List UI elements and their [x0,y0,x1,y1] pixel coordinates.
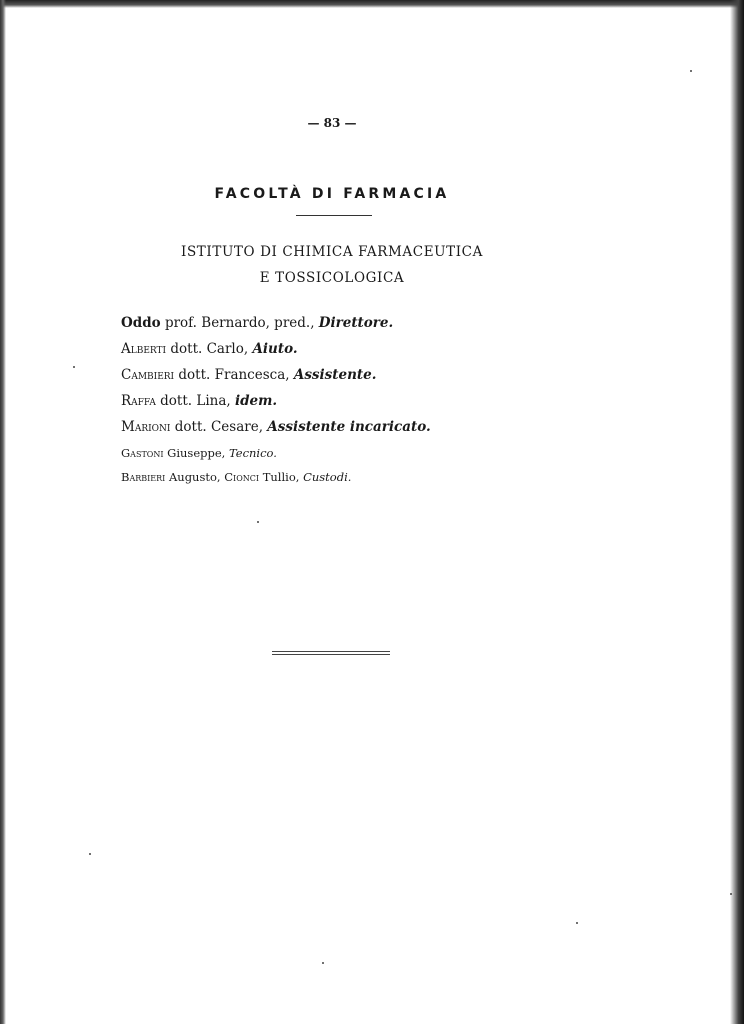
staff-role: Tecnico. [228,446,277,460]
closing-double-rule [272,651,390,655]
page-number: — 83 — [307,116,357,130]
staff-entry [121,365,431,391]
staff-details: Giuseppe, [163,446,229,460]
staff-details: prof. Bernardo, pred., [160,315,319,331]
staff-surname: Oddo [121,315,161,331]
staff-surname: Raffa [121,393,156,409]
scan-speck [690,70,692,72]
scan-speck [257,521,259,523]
faculty-heading: FACOLTÀ DI FARMACIA [214,186,450,202]
staff-surname: Alberti [121,341,167,357]
staff-details-second: Tullio, [259,470,304,484]
staff-entry [121,339,431,365]
scan-speck [73,366,75,368]
staff-entry [121,417,431,443]
scan-speck [89,853,91,855]
staff-surname: Barbieri [121,470,166,484]
staff-entry [121,443,431,467]
scan-speck [322,962,324,964]
staff-details: dott. Cesare, [170,419,268,435]
staff-entry [121,467,431,491]
institute-title-line2: E TOSSICOLOGICA [259,270,405,286]
staff-role: Assistente. [293,367,377,383]
staff-entry [121,313,431,339]
staff-entry [121,391,431,417]
scan-speck [576,922,578,924]
heading-divider [296,215,372,216]
scan-edge-left [0,0,6,1024]
staff-surname: Marioni [121,419,171,435]
staff-details: dott. Lina, [155,393,235,409]
staff-surname: Gastoni [121,446,164,460]
staff-details: Augusto, [165,470,225,484]
staff-details: dott. Carlo, [166,341,253,357]
scan-edge-top [0,0,744,8]
scan-speck [730,893,732,895]
staff-role: Aiuto. [252,341,298,357]
staff-surname-second: Cionci [224,470,260,484]
scan-edge-right [730,0,744,1024]
staff-role: Assistente incaricato. [267,419,431,435]
staff-details: dott. Francesca, [174,367,294,383]
staff-surname: Cambieri [121,367,175,383]
staff-role: Custodi. [303,470,352,484]
staff-role: Direttore. [318,315,394,331]
institute-title-line1: ISTITUTO DI CHIMICA FARMACEUTICA [181,244,483,260]
staff-role: idem. [234,393,278,409]
staff-list [121,313,431,491]
